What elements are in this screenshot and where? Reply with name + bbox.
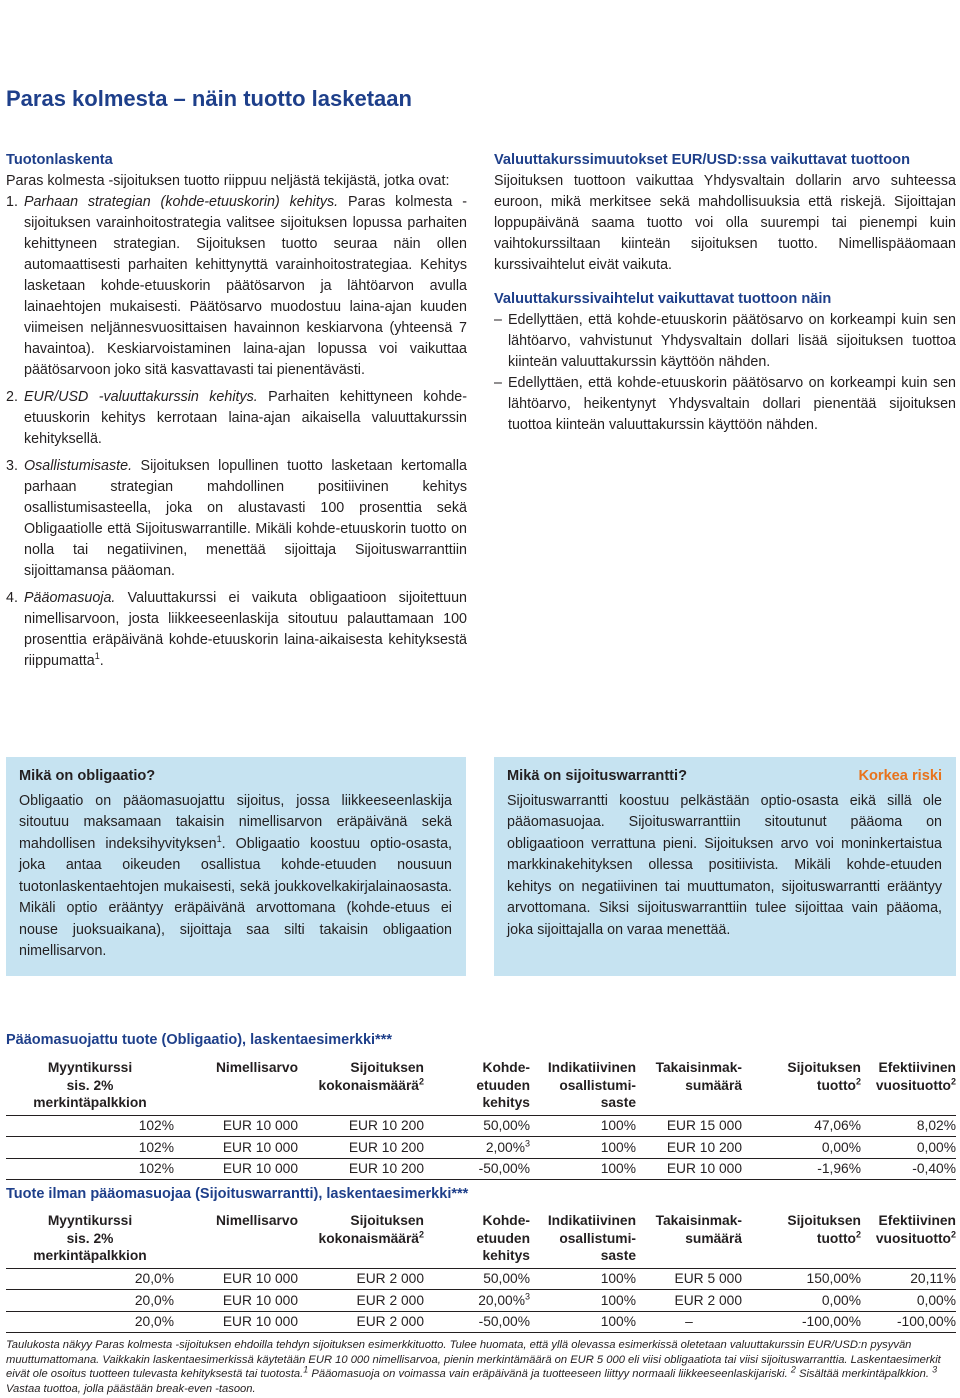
table-header-row — [6, 1059, 956, 1115]
col-header-participation: Indikatiivinen osallistumi- saste — [530, 1059, 636, 1115]
col-header-total: Sijoituksen kokonaismäärä$^2$ — [298, 1212, 424, 1268]
col-header-annual-return: Efektiivinen vuosituotto$^2$ — [861, 1059, 956, 1115]
col-header-development: Kohde- etuuden kehitys — [424, 1212, 530, 1268]
left-heading: Tuotonlaskenta — [6, 152, 113, 168]
currency-effect-heading: Valuuttakurssivaihtelut vaikuttavat tuottoon näin — [494, 291, 832, 307]
list-item: 4. Pääomasuoja. Valuuttakurssi ei vaikuta obligaatioon sijoitettuun nimellisarvoon, josta liikkeeseenlaskija sitoutuu palauttamaan 100 prosenttia eräpäivänä kohde-etuuskorin laina-aikaisesta kehityksestä riippumatta$^1$. — [6, 590, 467, 669]
col-header-participation: Indikatiivinen osallistumi- saste — [530, 1212, 636, 1268]
example1-table — [6, 1059, 956, 1180]
table-row: 102% EUR 10 000 EUR 10 200 50,00% 100% EUR 15 000 47,06% 8,02% — [6, 1115, 956, 1137]
col-header-annual-return: Efektiivinen vuosituotto$^2$ — [861, 1212, 956, 1268]
risk-label: Korkea riski — [858, 768, 942, 784]
table-row: 102% EUR 10 000 EUR 10 200 -50,00% 100% EUR 10 000 -1,96% -0,40% — [6, 1158, 956, 1180]
example1-title: Pääomasuojattu tuote (Obligaatio), laskentaesimerkki*** — [6, 1032, 392, 1048]
table-row: 20,0% EUR 10 000 EUR 2 000 50,00% 100% EUR 5 000 150,00% 20,11% — [6, 1268, 956, 1290]
left-intro: Paras kolmesta -sijoituksen tuotto riippuu neljästä tekijästä, jotka ovat: — [6, 173, 450, 189]
warrant-box-title: Mikä on sijoituswarrantti? — [507, 768, 688, 784]
footnote: Taulukosta näkyy Paras kolmesta -sijoituksen ehdoilla tehdyn sijoituksen esimerkkituotto. Tulee huomata, että yllä olevassa esimerkissä oletetaan valuuttakurssin EUR/USD:n pysyvän muuttumattomana. Vaikkakin laskentaesimerkissä käytetään EUR 10 000 nimellisarvoa, pienin merkintämäärä on EUR 5 000 eli viisi obligaatiota tai viisi sijoituswarranttia. Laskentaesimerkit eivät ole osoitus tuotteen tulevasta kehityksestä tai tuotosta.$^1$ Pääomasuoja on voimassa vain eräpäivänä ja tuotteeseen liittyy normaali liikkeeseenlaskijariski. $^2$ Sisältää merkintäpalkkion. $^3$ Vastaa tuottoa, jolla päästään break-even -tasoon. — [6, 1339, 941, 1395]
table-header-row — [6, 1212, 956, 1268]
currency-heading: Valuuttakurssimuutokset EUR/USD:ssa vaikuttavat tuottoon — [494, 152, 910, 168]
col-header-development: Kohde- etuuden kehitys — [424, 1059, 530, 1115]
table-row: 20,0% EUR 10 000 EUR 2 000 -50,00% 100% – -100,00% -100,00% — [6, 1311, 956, 1333]
page-title: Paras kolmesta – näin tuotto lasketaan — [6, 86, 412, 111]
warrant-info-box: Mikä on sijoituswarrantti? Korkea riski Sijoituswarrantti koostuu pelkästään optio-osasta eikä sillä ole pääomasuojaa. Sijoituswarranttiin sitoutunut pääoma on obligaatioon verrattuna pieni. Sijoituksen arvo voi moninkertaistua markkinakehityksen ollessa positiivista. Mikäli kohde-etuuden kehitys on negatiivinen tai muuttumaton, sijoituswarrantti erääntyy arvottomana. Siksi sijoituswarranttiin tulee sijoittaa vain pääoma, joka sijoittajalla on varaa menettää. — [494, 757, 956, 976]
col-header-repayment: Takaisinmak- sumäärä — [636, 1059, 742, 1115]
obligation-box-title: Mikä on obligaatio? — [19, 768, 156, 784]
example2-table — [6, 1212, 956, 1333]
col-header-nominal: Nimellisarvo — [174, 1212, 298, 1268]
list-item: 1. Parhaan strategian (kohde-etuuskorin) kehitys. Paras kolmesta -sijoituksen varainhoitostrategia valitsee sijoituksen lopussa parhaiten kehittyneen strategian. Sijoituksen tuotto seuraa näin ollen automaattisesti parhaiten kehittynyttä varainhoitostrategiaa. Kehitys lasketaan kohde-etuuskorin päätösarvon ja lähtöarvon avulla lainaehtojen mukaisesti. Päätösarvo muodostuu laina-ajan kuuden viimeisen neljännesvuosittaisen havainnon keskiarvona (yhteensä 7 havaintoa). Keskiarvoistaminen laina-ajan lopussa voi vaikuttaa päätösarvoon joko sitä kasvattavasti tai pienentävästi. — [6, 194, 467, 378]
table-row: 102% EUR 10 000 EUR 10 200 2,00%$^3$ 100% EUR 10 200 0,00% 0,00% — [6, 1137, 956, 1159]
table-row: 20,0% EUR 10 000 EUR 2 000 20,00%$^3$ 100% EUR 2 000 0,00% 0,00% — [6, 1290, 956, 1312]
col-header-total: Sijoituksen kokonaismäärä$^2$ — [298, 1059, 424, 1115]
list-item: 2. EUR/USD -valuuttakurssin kehitys. Parhaiten kehittyneen kohde-etuuskorin kehitys kerrotaan laina-ajan aikaisella valuuttakurssin kehityksellä. — [6, 389, 467, 447]
left-column — [6, 150, 467, 672]
col-header-nominal: Nimellisarvo — [174, 1059, 298, 1115]
list-item: 3. Osallistumisaste. Sijoituksen lopullinen tuotto lasketaan kertomalla parhaan strategian mahdollinen positiivinen kehitys osallistumisasteella, joka on alustavasti 100 prosenttia sekä Obligaatiolle että Sijoituswarrantille. Mikäli kohde-etuuskorin tuotto on nolla tai negatiivinen, menettää sijoittaja Sijoituswarranttiin sijoittamansa pääoman. — [6, 458, 467, 579]
obligation-info-box: Mikä on obligaatio? Obligaatio on pääomasuojattu sijoitus, jossa liikkeeseenlaskija sitoutuu maksamaan takaisin nimellisarvon eräpäivänä sekä mahdollisen indeksihyvityksen$^1$. Obligaatio koostuu optio-osasta, joka antaa oikeuden osallistua kohde-etuuden nousuun tuotonlaskentaehtojen mukaisesti, sekä joukkovelkakirjalainaosasta. Mikäli optio erääntyy eräpäivänä arvottomana (kohde-etuus ei nouse juoksuaikana), sijoittaja saa silti takaisin obligaation nimellisarvon. — [6, 757, 466, 976]
col-header-return: Sijoituksen tuotto$^2$ — [742, 1212, 861, 1268]
currency-paragraph: Sijoituksen tuottoon vaikuttaa Yhdysvaltain dollarin arvo suhteessa euroon, mikä merkitsee sekä mahdollisuuksia että riskejä. Sijoittajan loppupäivänä saama tuotto voi olla suurempi tai pienempi kuin vaihtokurssiltaan kiinteän sijoituksen tuotto. Nimellispääomaan kurssivaihtelut eivät vaikuta. — [494, 173, 956, 273]
right-column — [494, 150, 956, 436]
list-item: – Edellyttäen, että kohde-etuuskorin päätösarvo on korkeampi kuin sen lähtöarvo, heikentynyt Yhdysvaltain dollari pienentää sijoituksen tuottoa kiinteän valuuttakurssin käyttöön nähden. — [494, 375, 956, 433]
col-header-return: Sijoituksen tuotto$^2$ — [742, 1059, 861, 1115]
example2-title: Tuote ilman pääomasuojaa (Sijoituswarrantti), laskentaesimerkki*** — [6, 1186, 469, 1202]
col-header-price: Myyntikurssi sis. 2% merkintäpalkkion — [6, 1059, 174, 1115]
col-header-repayment: Takaisinmak- sumäärä — [636, 1212, 742, 1268]
list-item: – Edellyttäen, että kohde-etuuskorin päätösarvo on korkeampi kuin sen lähtöarvo, vahvistunut Yhdysvaltain dollari lisää sijoituksen tuottoa kiinteän valuuttakurssin käyttöön nähden. — [494, 312, 956, 370]
col-header-price: Myyntikurssi sis. 2% merkintäpalkkion — [6, 1212, 174, 1268]
